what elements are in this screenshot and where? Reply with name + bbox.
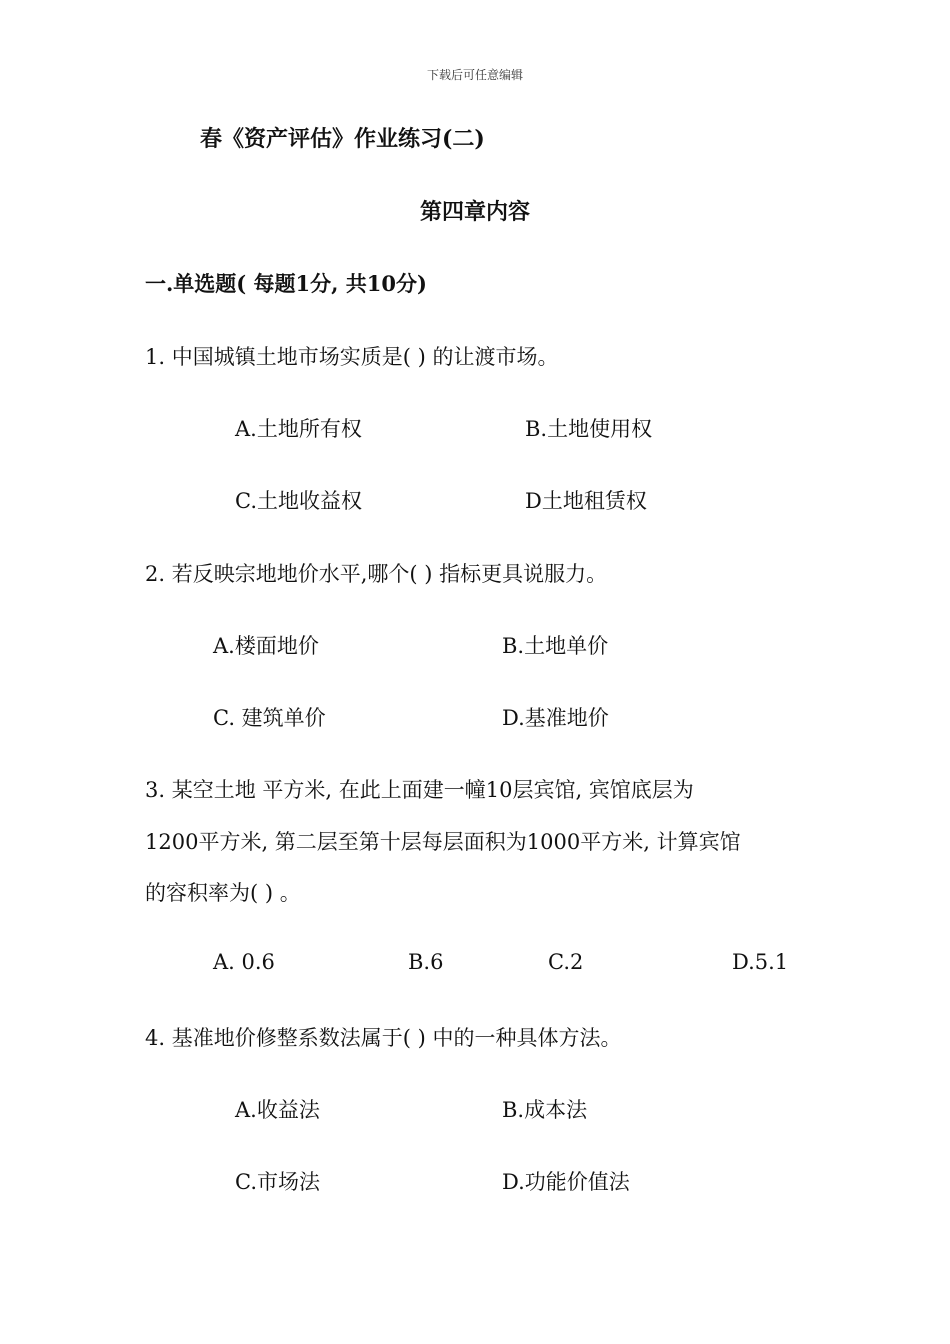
option-b: B.土地使用权 bbox=[525, 417, 653, 441]
question-text-line-3: 的容积率为( ) 。 bbox=[145, 881, 301, 905]
option-b: B.6 bbox=[408, 950, 444, 974]
chapter-heading: 第四章内容 bbox=[419, 199, 530, 225]
option-c: C.市场法 bbox=[235, 1170, 320, 1194]
option-a: A. 0.6 bbox=[213, 950, 275, 974]
question-text-line-1: 3. 某空土地 平方米, 在此上面建一幢10层宾馆, 宾馆底层为 bbox=[145, 778, 694, 802]
option-c: C. 建筑单价 bbox=[213, 706, 326, 730]
option-a: A.收益法 bbox=[235, 1098, 320, 1122]
section-heading: 一.单选题( 每题1分, 共10分) bbox=[145, 271, 427, 296]
question-text-line-2: 1200平方米, 第二层至第十层每层面积为1000平方米, 计算宾馆 bbox=[145, 830, 741, 854]
question-text: 1. 中国城镇土地市场实质是( ) 的让渡市场。 bbox=[145, 345, 559, 369]
document-title: 春《资产评估》作业练习(二) bbox=[200, 126, 485, 152]
option-c: C.土地收益权 bbox=[235, 489, 362, 513]
question-text: 4. 基准地价修整系数法属于( ) 中的一种具体方法。 bbox=[145, 1026, 622, 1050]
option-c: C.2 bbox=[548, 950, 584, 974]
option-d: D土地租赁权 bbox=[525, 489, 647, 513]
option-a: A.土地所有权 bbox=[235, 417, 362, 441]
option-b: B.成本法 bbox=[502, 1098, 588, 1122]
option-d: D.功能价值法 bbox=[502, 1170, 630, 1194]
page-header: 下载后可任意编辑 bbox=[426, 68, 523, 82]
option-d: D.5.1 bbox=[732, 950, 789, 974]
option-a: A.楼面地价 bbox=[213, 634, 319, 658]
question-text: 2. 若反映宗地地价水平,哪个( ) 指标更具说服力。 bbox=[145, 562, 608, 586]
option-d: D.基准地价 bbox=[502, 706, 609, 730]
option-b: B.土地单价 bbox=[502, 634, 609, 658]
